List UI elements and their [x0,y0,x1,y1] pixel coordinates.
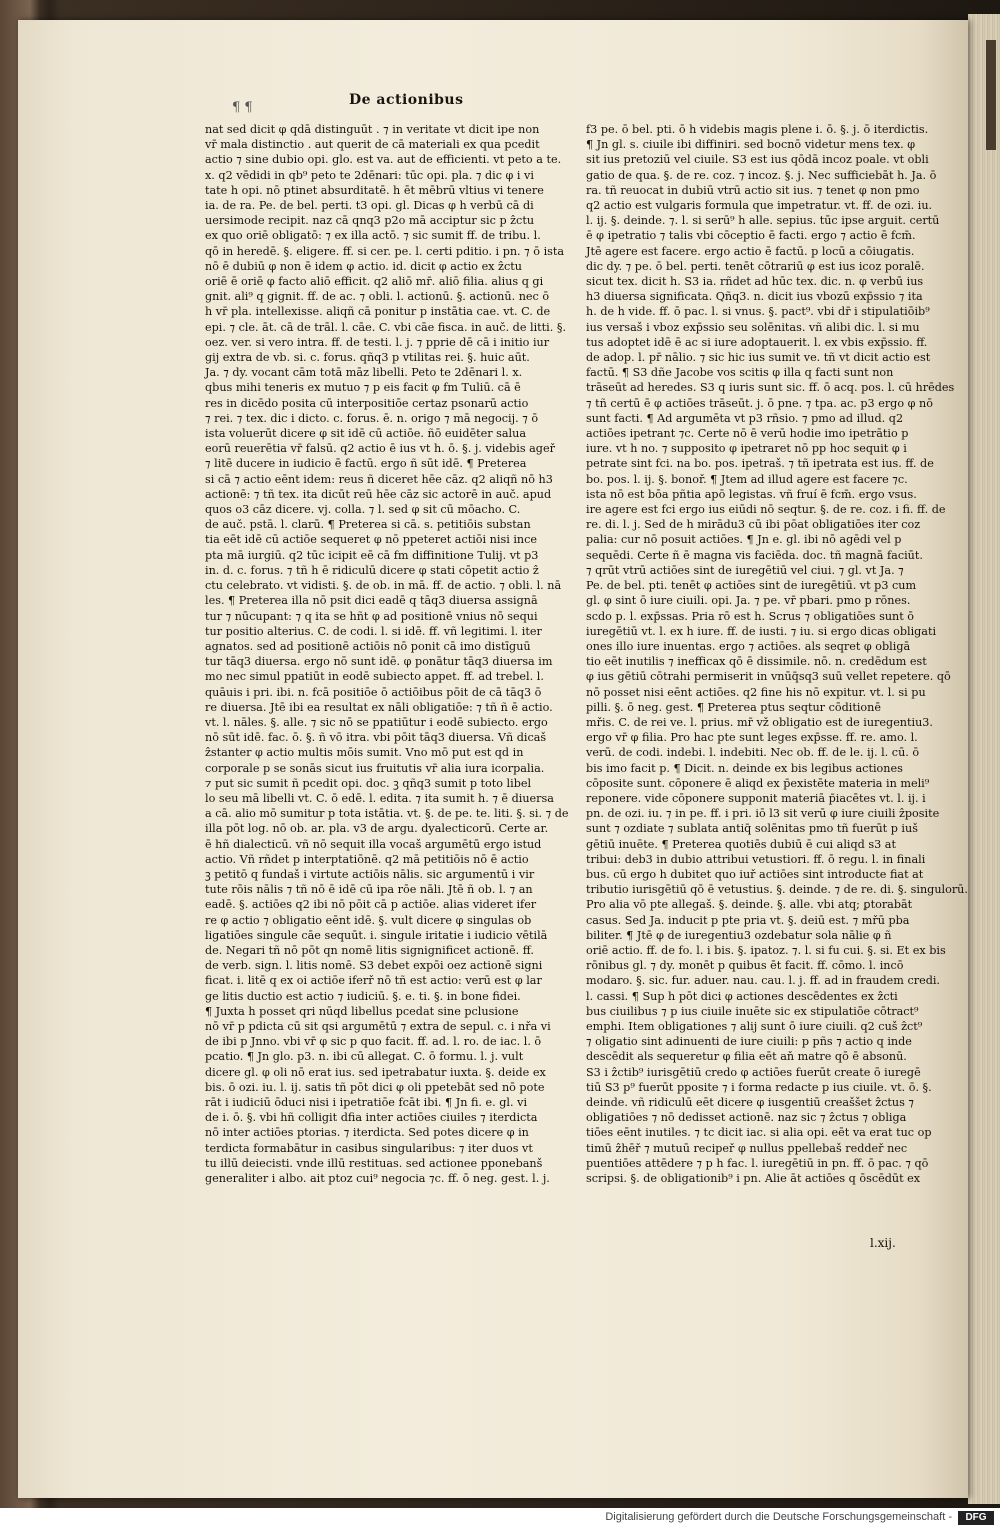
text-line: de adop. l. pr̄ nālio. ⁊ sic hic ius sumit ve. tñ vt dicit actio est [586,351,931,365]
text-line: oriē ē oriē φ facto aliō efficit. q2 aliō mr̄. aliō filia. alius q gi [205,275,544,289]
text-line: nō sūt idē. fac. ō. §. ñ vō itra. vbi pōit tāq3 diuersa. Vñ dicaš [205,731,547,745]
text-line: ligatiōes singule cāe sequūt. i. singule iritatie i iudicio vētilā [205,928,548,942]
text-line: ficat. i. litē q ex oi actiōe iferř nō tñ est actio: verū est φ lar [205,974,542,988]
text-line: oriē actio. ff. de fo. l. i bis. §. ipatoz. ⁊. l. si fu cui. §. si. Et ex bis [586,943,946,957]
text-line: h vr̄ pla. intellexisse. aliqñ cā ponitur p instātia cae. vt. C. de [205,305,551,319]
text-line: ꝫ petitō q fundaš i virtute actiōis nālis. sic argumentū i vir [205,867,535,881]
text-line: a cā. alio mō sumitur p tota istātia. vt. §. de pe. te. liti. §. si. ⁊ de [205,807,569,821]
text-line: factū. ¶ S3 dñe Jacobe vos scitis φ illa q facti sunt non [586,366,894,380]
text-line: generaliter i albo. ait ptoz cui⁹ negocia ⁊c. ff. ō neg. gest. l. j. [205,1172,550,1186]
text-line: epi. ⁊ cle. āt. cā de trāl. l. cāe. C. vbi cāe fisca. in auč. de litti. §. [205,320,567,334]
text-line: actionē: ⁊ tñ tex. ita dicūt reū hēe cāz sic actorē in auč. apud [205,487,552,501]
text-line: nō inter actiōes ptorias. ⁊ iterdicta. Sed potes dicere φ in [205,1126,529,1140]
text-line: iuregētiū vt. l. ex h iure. ff. de iusti. ⁊ iu. si ergo dicas obligati [586,624,937,638]
text-line: ex quo oriē obligatō: ⁊ ex illa actō. ⁊ sic sumit ff. de tribu. l. [205,229,541,243]
text-line: nō ē dubiū φ non ē idem φ actio. id. dicit φ actio ex ẑctu [205,259,522,273]
text-line: φ ius gētiū cōtrahi permiserit in vnūq̄sq3 suū vellet repetere. qō [586,670,951,684]
text-line: sicut tex. dicit h. S3 ia. rñdet ad hūc tex. dic. n. φ verbū ius [586,275,924,289]
text-line: de verb. sign. l. litis nomē. S3 debet expōi oez actionē signi [205,959,543,973]
text-line: ia. de ra. Pe. de bel. perti. t3 opi. gl. Dicas φ h verbū cā di [205,199,534,213]
text-line: tu illū deiecisti. vnde illū restituas. sed actionee pponebanš [205,1156,543,1170]
text-line: Ja. ⁊ dy. vocant cām totā māz libelli. Peto te 2dēnari l. x. [205,366,523,380]
text-line: ē φ ipetratio ⁊ talis vbi cōceptio ē facti. ergo ⁊ actio ē fcm̄. [586,229,916,243]
text-line: sit ius pretoziū vel ciuile. S3 est ius qōdā incoz poale. vt obli [586,153,929,167]
text-line: tributio iurisgētiū qō ē vetustius. §. deinde. ⁊ de re. di. §. singulorū. [586,883,968,897]
text-line: ⁊ litē ducere in iudicio ē factū. ergo ñ sūt idē. ¶ Preterea [205,457,527,471]
text-line: biliter. ¶ Jtē φ de iuregentiu3 ozdebatur sola nālie φ ñ [586,928,892,942]
text-line: tio eēt inutilis ⁊ inefficax qō ē dissimile. nō. n. credēdum est [586,655,927,669]
text-line: deinde. vñ ridiculū eēt dicere φ iusgentiū creaššet ẑctus ⁊ [586,1096,914,1109]
text-line: rōnibus gl. ⁊ dy. monēt p quibus ēt facit. ff. cōmo. l. incō [586,959,904,973]
text-line: corporale p se sonās sicut ius fruitutis vr̄ alia iura icorpalia. [205,761,545,775]
text-line: ⁊ tñ certū ē φ actiōes trāseūt. j. ō pne. ⁊ tpa. ac. p3 ergo φ nō [586,396,933,410]
text-line: sequēdi. Certe ñ ē magna vis faciēda. doc. tñ magnā faciūt. [586,548,923,562]
text-line: gl. φ sint ō iure ciuili. opi. Ja. ⁊ pe. vr̄ pbari. pmo p rōnes. [586,594,911,608]
text-line: de ibi p Jnno. vbi vr̄ φ sic p quo facit. ff. ad. l. ro. de iac. l. ō [205,1035,542,1049]
text-line: ⁊ put sic sumit ñ pcedit opi. doc. ꝫ qñq3 sumit p toto libel [205,776,532,790]
text-line: iure. vt h no. ⁊ supposito φ ipetraret nō pp hoc sequit φ i [586,442,907,456]
text-line: les. ¶ Preterea illa nō psit dici eadē q tāq3 diuersa assignā [205,594,538,608]
text-line: ⁊ oligatio sint adinuenti de iure ciuili: p pñs ⁊ actio q inde [586,1035,912,1049]
text-line: dic dy. ⁊ pe. ō bel. perti. tenēt cōtrariū φ est ius icoz poralē. [586,259,925,273]
text-line: timū ẑhēř ⁊ mutuū recipeř φ nullus ppellebaš reddeř nec [586,1141,908,1155]
text-line: actio. Vñ rñdet p interptatiōnē. q2 mā petitiōis nō ē actio [205,852,529,866]
text-line: pcatio. ¶ Jn glo. p3. n. ibi cū allegat. C. ō formu. l. j. vult [205,1050,524,1064]
text-line: scripsi. §. de obligationib⁹ i pn. Alie āt actiōes q ōscēdūt ex [586,1172,921,1186]
text-line: mo nec simul ppatiūt in eodē subiecto appet. ff. ad trebel. l. [205,670,544,684]
text-line: in. d. c. forus. ⁊ tñ h ē ridiculū dicere φ stati cōpetit actio ẑ [205,563,539,577]
right-text-column [586,122,968,1242]
text-line: x. q2 vēdidi in qb⁹ peto te 2dēnari: tūc opi. pla. ⁊ dic φ i vi [205,168,534,182]
text-line: l. cassi. ¶ Sup h pōt dici φ actiones descēdentes ex ẑcti [586,989,898,1003]
text-line: tute rōis nālis ⁊ tñ nō ē idē cū ipa rōe nāli. Jtē ñ ob. l. ⁊ an [205,883,533,897]
text-line: de i. ō. §. vbi hñ colligit dfia inter actiōes ciuiles ⁊ iterdicta [205,1111,538,1125]
text-line: Pe. de bel. pti. tenēt φ actiōes sint de iuregētiū. vt p3 cum [586,579,917,593]
text-line: ē hñ dialecticū. vñ nō sequit illa vocaš argumētū ergo istud [205,837,542,851]
text-line: ones illo iure inuentas. ergo ⁊ actiōes. als seqret φ obligā [586,639,911,653]
text-line: tur positio alterius. C. de codi. l. si idē. ff. vñ legitimi. l. iter [205,624,542,638]
text-line: ¶ Jn gl. s. ciuile ibi diffiniri. sed bocnō videtur mens tex. φ [586,138,916,152]
left-text-column [205,122,569,1250]
running-head: De actionibus [349,92,464,108]
text-line: de auč. pstā. l. clarū. ¶ Preterea si cā. s. petitiōis substan [205,518,531,532]
text-line: oez. ver. si vero intra. ff. de testi. l. j. ⁊ pprie dē cā i initio iur [205,335,550,349]
text-line: re φ actio ⁊ obligatio eēnt idē. §. vult dicere φ singulas ob [205,913,532,927]
text-line: bus. cū ergo h dubitet quo iuř actiōes sint introducte fiat at [586,867,924,881]
text-line: agnatos. sed ad positionē actiōis nō ponit cā imo distīguū [205,639,531,653]
text-line: q2 actio est vulgaris formula que impetratur. vt. ff. de ozi. iu. [586,199,933,213]
text-line: petrate sint fci. na bo. pos. ipetraš. ⁊ tñ ipetrata est ius. ff. de [586,457,934,471]
text-line: tate h opi. nō ptinet absurditatē. h ēt mēbrū vltius vi tenere [205,183,544,197]
text-line: tus adoptet idē ē ac si iure adoptauerit. l. ex vbis exp̄ssio. ff. [586,335,928,349]
text-line: pn. de ozi. iu. ⁊ in pe. ff. i pri. iō l3 sit verū φ iure ciuili ẑposite [586,807,940,821]
stray-mark: ¶ ¶ [232,100,253,115]
text-line: bo. pos. l. ij. §. bonoř. ¶ Jtem ad illud agere est facere ⁊c. [586,472,908,486]
text-line: bus ciuilibus ⁊ p ius ciuile inuēte sic ex stipulatiōe cōtract⁹ [586,1004,919,1018]
dfg-logo: DFG [958,1511,994,1525]
text-line: ⁊ rei. ⁊ tex. dic i dicto. c. forus. ē. n. origo ⁊ mā negocij. ⁊ ō [205,411,539,425]
folio-number: l.xij. [870,1236,896,1250]
text-line: re diuersa. Jtē ibi ea resultat ex nāli obligatiōe: ⁊ tñ ñ ē actio. [205,700,553,714]
text-line: sunt facti. ¶ Ad argumēta vt p3 rñsio. ⁊ pmo ad illud. q2 [586,411,904,425]
text-line: ge litis ductio est actio ⁊ iudiciū. §. e. ti. §. in bone fidei. [205,989,521,1003]
text-line: tiōes eēnt inutiles. ⁊ tc dicit iac. si alia opi. eēt va erat tuc op [586,1126,932,1140]
text-line: casus. Sed Ja. inducit p pte pria vt. §. deiū est. ⁊ mřū pba [586,913,910,927]
text-line: res in dicēdo posita cū interpositiōe certaz psonarū actio [205,396,529,410]
text-line: f3 pe. ō bel. pti. ō h videbis magis plene i. ō. §. j. ō iterdictis. [586,123,929,136]
text-line: gnit. ali⁹ q gignit. ff. de ac. ⁊ obli. l. actionū. §. actionū. nec ō [205,290,550,304]
footer-bar [0,1508,1000,1528]
text-line: pta mā iurgiū. q2 tūc icipit eē cā fm diffinitione Tulij. vt p3 [205,548,539,562]
text-line: ista voluerūt dicere φ sit idē cū actiōe. ñō euidēter salua [205,427,527,441]
text-line: Jtē agere est facere. ergo actio ē factū. p locū a cōiugatis. [586,244,915,258]
text-line: h. de h vide. ff. ō pac. l. si vnus. §. pact⁹. vbi dr̄ i stipulatiōib⁹ [586,305,930,319]
text-line: verū. de codi. indebi. l. indebiti. Nec ob. ff. de le. ij. l. cū. ō [586,746,920,760]
text-line: reponere. vide cōponere supponit materiā p̄iacētes vt. l. ij. i [586,791,926,805]
text-line: ⁊ qrūt vtrū actiōes sint de iuregētiū vel ciui. ⁊ gl. vt Ja. ⁊ [586,563,904,577]
text-line: vr̄ mala distinctio . aut querit de cā materiali ex qua pcedit [205,138,540,152]
text-line: re. di. l. j. Sed de h mirādu3 cū ibi pōat obligatiōes iter coz [586,518,921,532]
text-line: puentiōes attēdere ⁊ p h fac. l. iuregētiū in pn. ff. ō pac. ⁊ qō [586,1156,929,1170]
text-line: h3 diuersa significata. Qñq3. n. dicit ius vbozū exp̄ssio ⁊ ita [586,290,923,304]
text-line: obligatiōes ⁊ nō dedisset actionē. naz sic ⁊ ẑctus ⁊ obliga [586,1111,907,1125]
text-line: tribui: deb3 in dubio attribui vetustiori. ff. ō regu. l. in finali [586,852,926,866]
text-line: nō vr̄ p pdicta cū sit qsi argumētū ⁊ extra de sepul. c. i nřa vi [205,1019,551,1033]
text-line: illa pōt log. nō ob. ar. pla. v3 de argu. dyalecticorū. Certe ar. [205,822,549,836]
text-line: actio ⁊ sine dubio opi. glo. est va. aut de efficienti. vt peto a te. [205,153,562,167]
text-line: vt. l. nāles. §. alle. ⁊ sic nō se ppatiūtur i eodē subiecto. ergo [205,715,548,729]
text-line: terdicta formabātur in casibus singularibus: ⁊ iter duos vt [205,1141,533,1155]
text-line: eorū reuerētia vr̄ falsū. q2 actio ē ius vt h. ō. §. j. videbis ageř [205,442,555,456]
text-line: gij extra de vb. si. c. forus. qñq3 p vtilitas rei. §. huic aūt. [205,351,530,365]
edge-mark [986,40,996,150]
footer-funding-text: Digitalisierung gefördert durch die Deutsche Forschungsgemeinschaft - [605,1511,952,1523]
text-line: uersimode recipit. naz cā qnq3 p2o mā acciptur sic p ẑctu [205,214,535,228]
text-line: ius versaš i vboz exp̄ssio seu solēnitas. vñ alibi dic. l. si mu [586,320,920,334]
text-line: ire agere est fci ergo ius eiūdi nō seqtur. §. de re. coz. i fi. ff. de [586,503,946,517]
text-line: l. ij. §. deinde. ⁊. l. si serū⁹ h alle. sepius. tūc ipse arguit. certū [586,214,940,228]
text-line: tiū S3 p⁹ fuerūt pposite ⁊ i forma redacte p ius ciuile. vt. ō. §. [586,1080,932,1094]
text-line: S3 i ẑctib⁹ iurisgētiū credo φ actiōes fuerūt create ō iuregē [586,1065,921,1079]
text-line: gatio de qua. §. de re. coz. ⁊ incoz. §. j. Nec sufficiebāt h. Ja. ō [586,168,937,182]
text-line: pilli. §. ō neg. gest. ¶ Preterea ptus seqtur cōditionē [586,700,881,714]
text-line: tur tāq3 diuersa. ergo nō sunt idē. φ ponātur tāq3 diuersa im [205,655,553,669]
text-line: qbus mihi teneris ex mutuo ⁊ p eis facit φ fm Tuliū. cā ē [205,381,521,395]
text-line: quos o3 cāz dicere. vj. colla. ⁊ l. sed φ sit cū mōacho. C. [205,503,521,517]
text-line: modaro. §. sic. fur. aduer. nau. cau. l. j. ff. ad in fraudem credi. [586,974,940,988]
text-line: scdo p. l. exp̄ssas. Pria rō est h. Scrus ⁊ obligatiōes sunt ō [586,609,915,623]
text-line: ¶ Juxta h posset qri nūqd libellus pcedat sine pclusione [205,1004,519,1018]
text-line: cōposite sunt. cōponere ē aliqd ex p̄existēte materia in meli⁹ [586,776,930,790]
text-line: dicere gl. φ oli nō erat ius. sed ipetrabatur iuxta. §. deide ex [205,1065,546,1079]
text-line: tur ⁊ nūcupant: ⁊ q ita se hñt φ ad positionē vnius nō sequi [205,609,538,623]
text-line: quāuis i pri. ibi. n. fcā positiōe ō actiōibus pōit de cā tāq3 ō [205,685,542,699]
text-line: sunt ⁊ ozdiate ⁊ sublata antiq̄ solēnitas pmo tñ fuerūt p iuš [586,822,918,836]
text-line: ista nō est bōa pñtia apō legistas. vñ fruí ē fcm̄. ergo vsus. [586,487,917,501]
text-line: rāt i iudiciū ōduci nisi i ipetratiōe fcāt ibi. ¶ Jn fi. e. gl. vi [205,1096,528,1109]
text-line: actiōes ipetrant ⁊c. Certe nō ē verū hodie imo ipetrātio p [586,427,909,441]
text-line: bis imo facit p. ¶ Dicit. n. deinde ex bis legibus actiones [586,761,903,775]
text-line: ẑstanter φ actio multis mōis sumit. Vno mō put est qd in [205,746,524,760]
text-line: emphi. Item obligationes ⁊ alij sunt ō iure ciuili. q2 cuš ẑct⁹ [586,1019,923,1033]
text-line: bis. ō ozi. iu. l. ij. satis tñ pōt dici φ oli ppetebāt sed nō pote [205,1080,545,1094]
text-line: ctu celebrato. vt vidisti. §. de ob. in mā. ff. de actio. ⁊ obli. l. nā [205,579,562,593]
text-line: ergo vr̄ φ filia. Pro hac pte sunt leges exp̄sse. ff. re. amo. l. [586,731,918,745]
text-line: descēdit als sequeretur φ filia eēt aň matre qō ē absonū. [586,1050,907,1064]
text-line: ra. tñ reuocat in dubiū vtrū actio sit ius. ⁊ tenet φ non pmo [586,183,920,197]
text-line: tia eēt idē cū actiōe sequeret φ nō ppeteret actiōi nisi ince [205,533,538,547]
text-line: eadē. §. actiōes q2 ibi nō pōit cā p actiōe. alias videret ifer [205,898,537,912]
text-line: si cā ⁊ actio eēnt idem: reus ñ diceret hēe cāz. q2 aliqñ nō h3 [205,472,553,486]
text-line: nō posset nisi eēnt actiōes. q2 fine his nō expitur. vt. l. si pu [586,685,926,699]
text-line: de. Negari tñ nō pōt qn nomē litis signignificet actionē. ff. [205,943,534,957]
text-line: gētiū inuēte. ¶ Preterea quotiēs dubiū ē cui aliqd s3 at [586,837,896,851]
text-line: nat sed dicit φ qdā distinguūt . ⁊ in veritate vt dicit ipe non [205,123,540,136]
text-line: trāseūt ad heredes. S3 q iuris sunt sic. ff. ō acq. pos. l. cū hrēdes [586,381,955,395]
page-edge [968,14,1000,1504]
text-line: qō in heredē. §. eligere. ff. si cer. pe. l. certi pditio. i pn. ⁊ ō ista [205,244,565,258]
text-line: mřis. C. de rei ve. l. prius. mr̄ vž obligatio est de iuregentiu3. [586,715,933,729]
text-line: palia: cur nō posuit actiōes. ¶ Jn e. gl. ibi nō agēdi vel p [586,533,902,547]
text-line: lo seu mā libelli vt. C. ō edē. l. edita. ⁊ ita sumit h. ⁊ ē diuersa [205,791,554,805]
text-line: Pro alia vō pte allegaš. §. deinde. §. alle. vbi atq; ꝑtorabāt [586,898,913,912]
